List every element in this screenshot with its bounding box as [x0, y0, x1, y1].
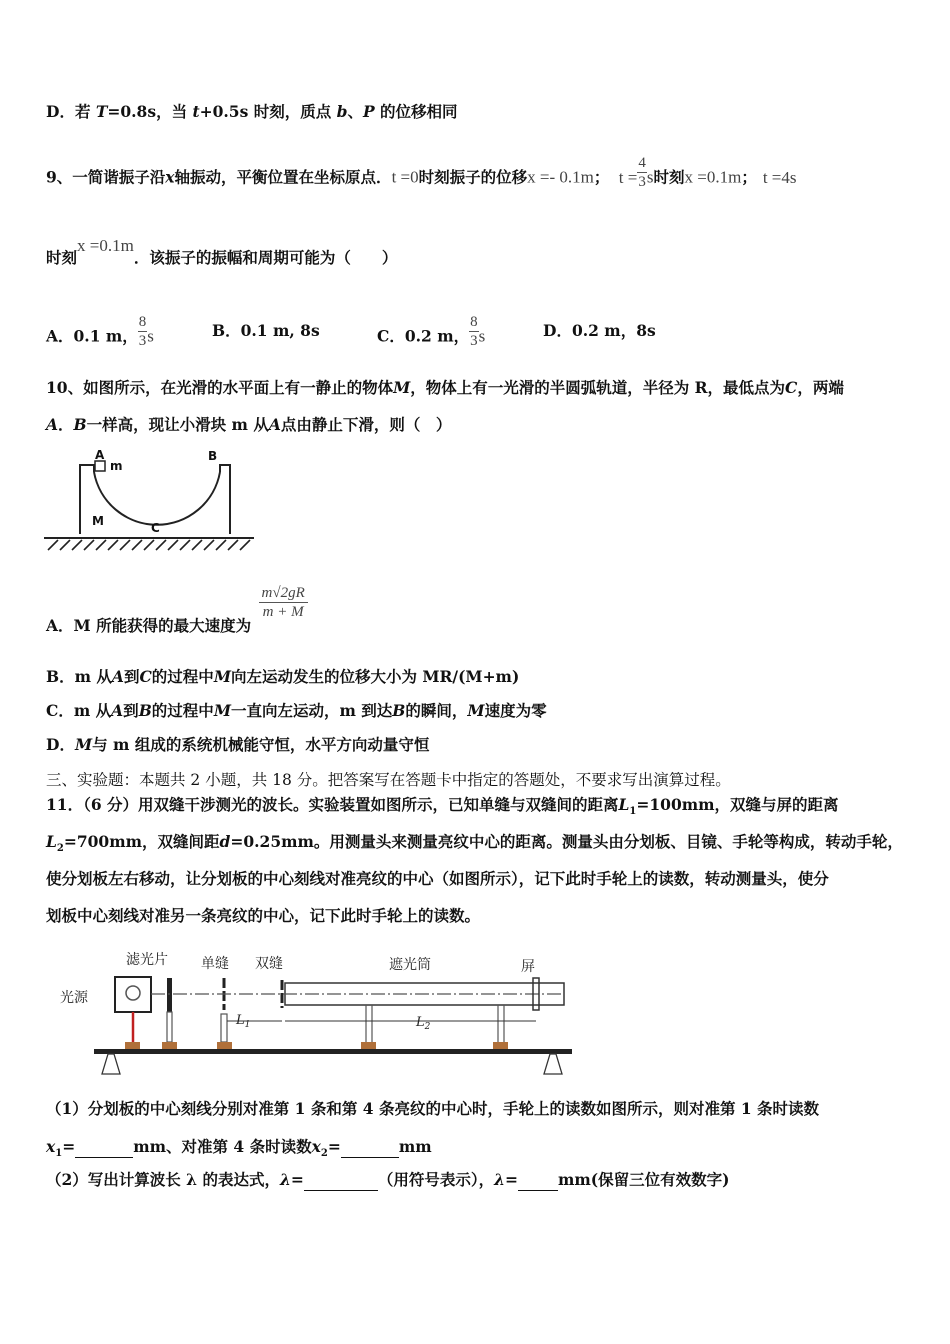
blank-x1[interactable]	[75, 1137, 133, 1158]
q11-stem-line4: 划板中心刻线对准另一条亮纹的中心，记下此时手轮上的读数。	[46, 906, 481, 925]
blank-lambda-value[interactable]	[518, 1170, 558, 1191]
filter-plate	[167, 978, 172, 1012]
fig-dim-l1: $L_1$	[236, 1013, 251, 1030]
slider-m	[95, 461, 105, 471]
fig-label-double-slit: 双缝	[255, 956, 283, 972]
q10-stem-line2: A．B一样高，现让小滑块 m 从A点由静止下滑，则（ ）	[46, 415, 452, 434]
fig-label-a: A	[95, 448, 105, 462]
blank-x2[interactable]	[341, 1137, 399, 1158]
bulb-icon	[126, 986, 140, 1000]
fig-label-filter: 滤光片	[126, 952, 168, 968]
q10-option-d: D．M与 m 组成的系统机械能守恒，水平方向动量守恒	[46, 735, 430, 754]
q11-part1-line1: （1）分划板的中心刻线分别对准第 1 条和第 4 条亮纹的中心时，手轮上的读数如图所示，则对准第 1 条时读数	[46, 1099, 820, 1118]
q10-figure	[44, 446, 256, 554]
q10-option-b: B．m 从A到C的过程中M向左运动发生的位移大小为 MR/(M+m)	[46, 667, 520, 686]
blank-lambda-expr[interactable]	[304, 1170, 378, 1191]
q11-stem-line2: $L_2=700mm$，双缝间距d=0.25mm。用测量头来测量亮纹中心的距离。测量头由分划板、目镜、手轮等构成，转动手轮，	[46, 832, 903, 855]
q11-stem-line3: 使分划板左右移动，让分划板的中心刻线对准亮纹的中心（如图所示），记下此时手轮上的读数，转动测量头，使分	[46, 869, 829, 888]
fig-dim-l2: $L_2$	[416, 1015, 431, 1032]
q9-stem-line2: 时刻x =0.1m．该振子的振幅和周期可能为（ ）	[46, 236, 398, 267]
q9-option-d: D．0.2 m，8s	[543, 321, 656, 340]
q10-option-a: A．M 所能获得的最大速度为 $\frac{m√2gR}{m + M}$	[46, 584, 308, 621]
fig-label-tube: 遮光筒	[389, 957, 431, 973]
q10-option-c: C．m 从A到B的过程中M一直向左运动，m 到达B的瞬间，M速度为零	[46, 701, 547, 720]
q11-apparatus-figure	[56, 948, 581, 1088]
section-3-heading: 三、实验题：本题共 2 小题，共 18 分。把答案写在答题卡中指定的答题处，不要求写出演算过程。	[46, 771, 731, 789]
q11-part2: （2）写出计算波长 λ 的表达式，λ= （用符号表示），λ= mm(保留三位有效数字)	[46, 1170, 730, 1189]
q9-option-b: B．0.1 m, 8s	[212, 321, 320, 340]
q10-stem-line1: 10、如图所示，在光滑的水平面上有一静止的物体M，物体上有一光滑的半圆弧轨道，半径为 R，最低点为C，两端	[46, 378, 844, 397]
q11-part1-line2: $x_1=$ mm、对准第 4 条时读数$x_2=$ mm	[46, 1137, 432, 1160]
fig-label-bigm: M	[92, 514, 104, 528]
ground-hatch	[48, 540, 250, 550]
fig-label-b: B	[208, 449, 218, 463]
optical-bench	[94, 1049, 572, 1054]
q9-option-c: C．0.2 m， $\frac{8}{3}$ s	[377, 314, 486, 349]
q11-stem-line1: 11．（6 分）用双缝干涉测光的波长。实验装置如图所示，已知单缝与双缝间的距离$L_1=100mm$，双缝与屏的距离	[46, 795, 839, 818]
fig-label-single-slit: 单缝	[201, 956, 229, 972]
fig-label-c: C	[151, 521, 160, 535]
q9-stem-line1: 9、一简谐振子沿x轴振动，平衡位置在坐标原点．t =0时刻振子的位移x =- 0.1m； t = $\frac{4}{3}$ s时刻x =0.1m； t =4s	[46, 155, 797, 190]
light-source-box	[115, 977, 151, 1012]
q8-option-d: D．若 T=0.8s，当 t+0.5s 时刻，质点 b、P 的位移相同	[46, 102, 458, 121]
fig-label-source: 光源	[60, 990, 88, 1006]
q9-option-a: A．0.1 m， $\frac{8}{3}$ s	[46, 314, 154, 349]
fig-label-m: m	[110, 459, 123, 473]
fig-label-screen: 屏	[521, 959, 535, 975]
